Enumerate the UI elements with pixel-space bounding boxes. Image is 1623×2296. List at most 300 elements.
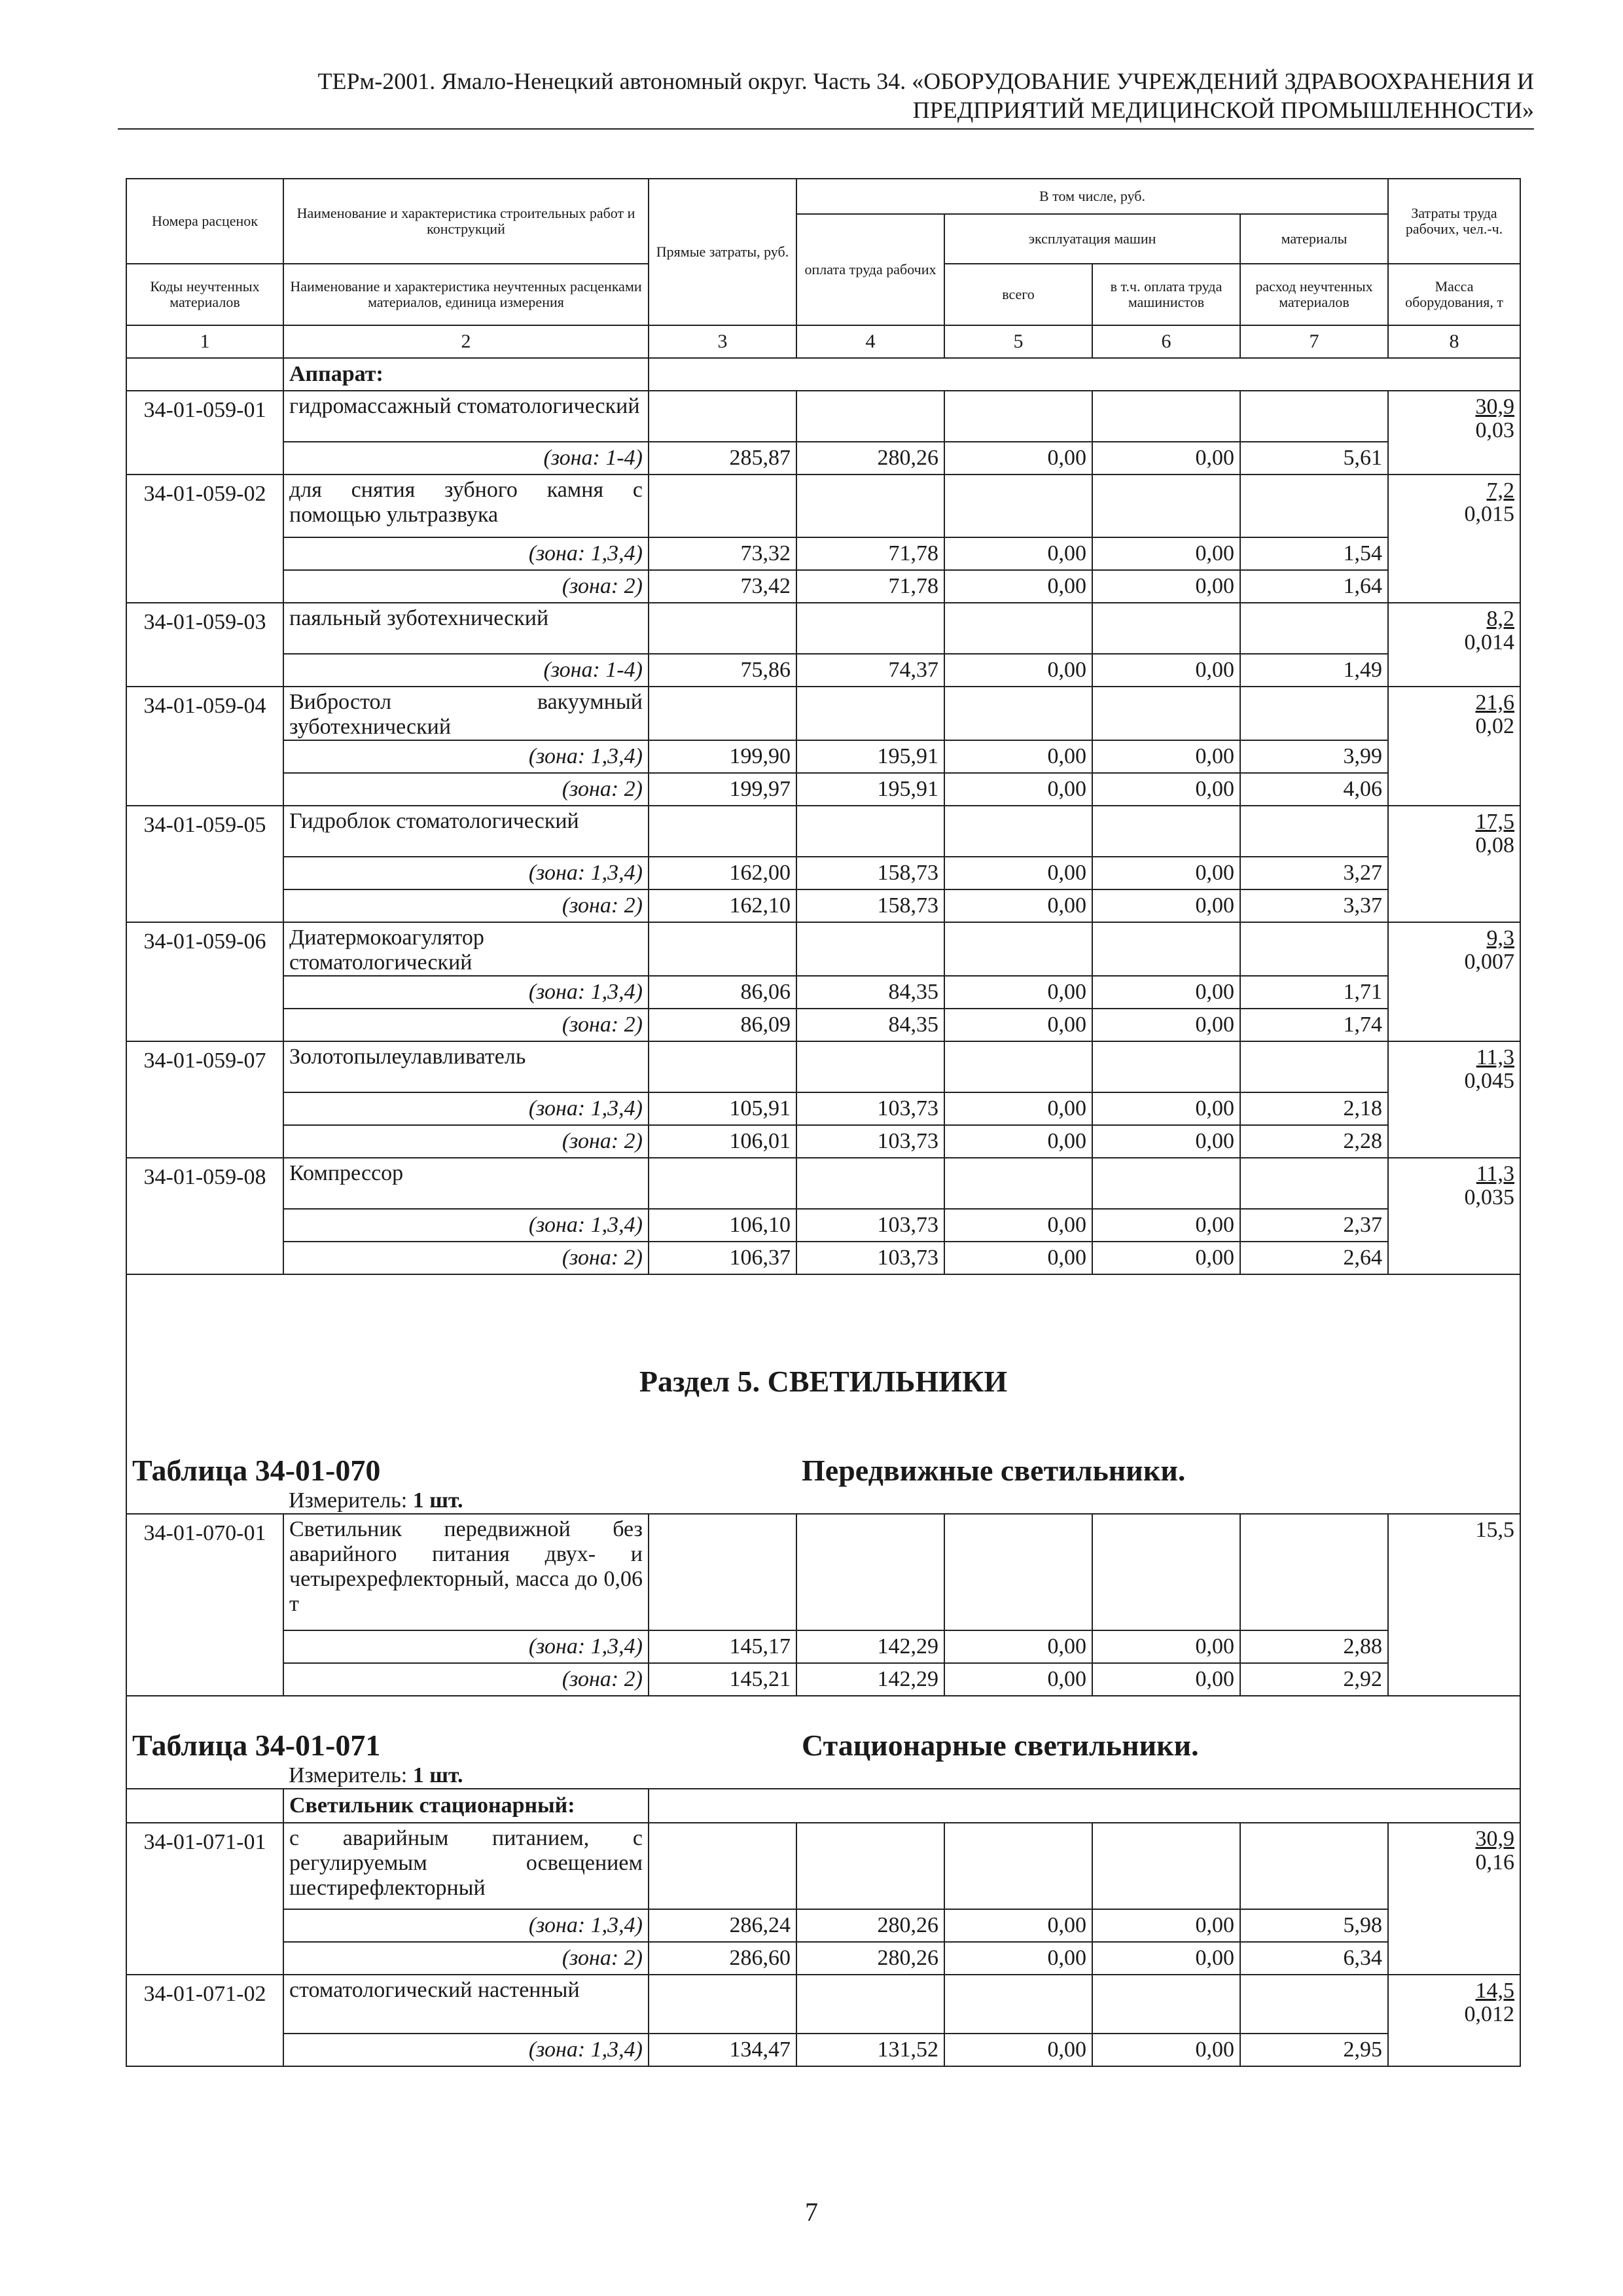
empty-cell — [1092, 391, 1240, 442]
column-number: 6 — [1092, 325, 1240, 358]
mass-per-unit: 0,16 — [1475, 1850, 1515, 1874]
measure-label: Измеритель: — [289, 1488, 408, 1513]
empty-cell — [1092, 1823, 1240, 1909]
header-machine-operation: эксплуатация машин — [944, 214, 1240, 264]
rate-name: для снятия зубного камня с помощью ультразвука — [283, 475, 649, 537]
machine-total: 0,00 — [944, 537, 1092, 570]
empty-cell — [649, 603, 796, 654]
table-title: Передвижные светильники. — [796, 1412, 1520, 1488]
empty-cell — [1092, 1041, 1240, 1092]
zone-row — [126, 1209, 1520, 1242]
rate-code: 34-01-059-01 — [126, 391, 283, 475]
zone-label: (зона: 2) — [283, 1942, 649, 1975]
equipment-mass — [1388, 687, 1520, 806]
zone-row — [126, 889, 1520, 922]
empty-cell — [649, 391, 796, 442]
rate-code: 34-01-059-04 — [126, 687, 283, 806]
empty-cell — [1240, 1975, 1388, 2034]
rate-code: 34-01-059-07 — [126, 1041, 283, 1158]
machine-total: 0,00 — [944, 1209, 1092, 1242]
equipment-mass — [1388, 1823, 1520, 1975]
group-title: Аппарат: — [283, 358, 649, 391]
direct-costs: 105,91 — [649, 1092, 796, 1125]
mass-per-unit: 0,015 — [1464, 502, 1515, 526]
mass-per-unit: 0,007 — [1464, 950, 1515, 974]
empty-cell — [126, 1763, 283, 1789]
rate-code: 34-01-059-06 — [126, 922, 283, 1041]
machinist-wages: 0,00 — [1092, 1663, 1240, 1696]
machinist-wages: 0,00 — [1092, 1209, 1240, 1242]
table-row — [126, 806, 1520, 857]
header-direct-costs: Прямые затраты, руб. — [649, 179, 796, 325]
empty-cell — [944, 391, 1092, 442]
empty-cell — [1092, 1514, 1240, 1630]
page-number: 7 — [805, 2197, 818, 2227]
mass-value: 17,5 — [1475, 810, 1515, 834]
wages: 103,73 — [796, 1242, 944, 1274]
zone-row — [126, 1630, 1520, 1663]
empty-cell — [944, 806, 1092, 857]
table-row — [126, 922, 1520, 976]
mass-per-unit: 0,014 — [1464, 630, 1515, 655]
zone-label: (зона: 1,3,4) — [283, 1209, 649, 1242]
materials: 2,64 — [1240, 1242, 1388, 1274]
direct-costs: 199,97 — [649, 773, 796, 806]
header-wages: оплата труда рабочих — [796, 214, 944, 325]
materials: 5,61 — [1240, 442, 1388, 475]
direct-costs: 145,21 — [649, 1663, 796, 1696]
table-row — [126, 1823, 1520, 1909]
rates-table — [126, 178, 1521, 2067]
measure-unit — [283, 1488, 1520, 1514]
wages: 158,73 — [796, 889, 944, 922]
zone-row — [126, 1125, 1520, 1158]
empty-cell — [126, 358, 283, 391]
zone-label: (зона: 2) — [283, 1125, 649, 1158]
table-row — [126, 475, 1520, 537]
wages: 142,29 — [796, 1663, 944, 1696]
empty-cell — [1092, 603, 1240, 654]
empty-cell — [1240, 1041, 1388, 1092]
table-row — [126, 1041, 1520, 1092]
header-including: В том числе, руб. — [796, 179, 1388, 214]
header-labor: Затраты труда рабочих, чел.-ч. — [1388, 179, 1520, 264]
rate-code: 34-01-059-05 — [126, 806, 283, 922]
heading-row — [126, 1696, 1520, 1763]
header-total: всего — [944, 264, 1092, 325]
rate-code: 34-01-070-01 — [126, 1514, 283, 1696]
direct-costs: 285,87 — [649, 442, 796, 475]
wages: 84,35 — [796, 976, 944, 1009]
measure-value: 1 шт. — [412, 1763, 463, 1787]
wages: 142,29 — [796, 1630, 944, 1663]
wages: 131,52 — [796, 2034, 944, 2066]
empty-cell — [126, 1789, 283, 1823]
empty-cell — [649, 922, 796, 976]
equipment-mass — [1388, 475, 1520, 603]
rate-code: 34-01-059-03 — [126, 603, 283, 687]
column-number: 1 — [126, 325, 283, 358]
empty-cell — [796, 1975, 944, 2034]
empty-cell — [796, 1041, 944, 1092]
empty-cell — [1240, 1158, 1388, 1209]
materials: 1,54 — [1240, 537, 1388, 570]
wages: 71,78 — [796, 570, 944, 603]
heading-row — [126, 1274, 1520, 1412]
measure-unit — [283, 1763, 1520, 1789]
equipment-mass — [1388, 1041, 1520, 1158]
empty-cell — [1092, 922, 1240, 976]
direct-costs: 73,42 — [649, 570, 796, 603]
zone-label: (зона: 1,3,4) — [283, 857, 649, 889]
mass-value: 8,2 — [1486, 607, 1515, 631]
rate-name: стоматологический настенный — [283, 1975, 649, 2034]
zone-label: (зона: 2) — [283, 570, 649, 603]
empty-cell — [944, 1158, 1092, 1209]
machine-total: 0,00 — [944, 2034, 1092, 2066]
header-machinist-wages: в т.ч. оплата труда машинистов — [1092, 264, 1240, 325]
zone-row — [126, 976, 1520, 1009]
machinist-wages: 0,00 — [1092, 1942, 1240, 1975]
table-number: Таблица 34-01-070 — [126, 1412, 796, 1488]
wages: 195,91 — [796, 740, 944, 773]
running-header — [118, 67, 1534, 124]
empty-cell — [1240, 475, 1388, 537]
measure-label: Измеритель: — [289, 1763, 408, 1787]
direct-costs: 145,17 — [649, 1630, 796, 1663]
column-number: 7 — [1240, 325, 1388, 358]
empty-cell — [649, 687, 796, 740]
section-title: Раздел 5. СВЕТИЛЬНИКИ — [126, 1274, 1520, 1412]
zone-row — [126, 442, 1520, 475]
empty-cell — [1092, 806, 1240, 857]
table-row — [126, 1514, 1520, 1630]
zone-row — [126, 1092, 1520, 1125]
materials: 3,99 — [1240, 740, 1388, 773]
direct-costs: 86,09 — [649, 1009, 796, 1041]
column-number: 3 — [649, 325, 796, 358]
mass-per-unit: 0,035 — [1464, 1185, 1515, 1210]
table-row — [126, 687, 1520, 740]
machinist-wages: 0,00 — [1092, 442, 1240, 475]
materials: 3,27 — [1240, 857, 1388, 889]
empty-cell — [796, 1823, 944, 1909]
zone-row — [126, 570, 1520, 603]
direct-costs: 134,47 — [649, 2034, 796, 2066]
empty-cell — [1092, 475, 1240, 537]
rate-name: гидромассажный стоматологический — [283, 391, 649, 442]
empty-cell — [944, 922, 1092, 976]
zone-row — [126, 654, 1520, 687]
equipment-mass: 15,5 — [1388, 1514, 1520, 1696]
machine-total: 0,00 — [944, 1942, 1092, 1975]
header-rate-numbers: Номера расценок — [126, 179, 283, 264]
wages: 280,26 — [796, 1909, 944, 1942]
empty-cell — [649, 1975, 796, 2034]
machinist-wages: 0,00 — [1092, 1909, 1240, 1942]
empty-cell — [649, 1789, 1520, 1823]
machine-total: 0,00 — [944, 773, 1092, 806]
direct-costs: 106,37 — [649, 1242, 796, 1274]
zone-label: (зона: 2) — [283, 773, 649, 806]
rate-name: Диатермокоагулятор стоматологический — [283, 922, 649, 976]
rate-code: 34-01-059-08 — [126, 1158, 283, 1274]
machinist-wages: 0,00 — [1092, 773, 1240, 806]
empty-cell — [944, 687, 1092, 740]
machinist-wages: 0,00 — [1092, 857, 1240, 889]
header-work-name: Наименование и характеристика строительных работ и конструкций — [283, 179, 649, 264]
mass-per-unit: 0,03 — [1475, 418, 1515, 442]
heading-row — [126, 1789, 1520, 1823]
direct-costs: 75,86 — [649, 654, 796, 687]
zone-label: (зона: 2) — [283, 889, 649, 922]
equipment-mass — [1388, 922, 1520, 1041]
materials: 2,28 — [1240, 1125, 1388, 1158]
empty-cell — [649, 1823, 796, 1909]
header-materials: материалы — [1240, 214, 1388, 264]
rate-name: Гидроблок стоматологический — [283, 806, 649, 857]
wages: 103,73 — [796, 1092, 944, 1125]
mass-per-unit: 0,045 — [1464, 1069, 1515, 1093]
empty-cell — [126, 1488, 283, 1514]
materials: 4,06 — [1240, 773, 1388, 806]
empty-cell — [944, 1823, 1092, 1909]
direct-costs: 162,10 — [649, 889, 796, 922]
empty-cell — [944, 475, 1092, 537]
wages: 103,73 — [796, 1125, 944, 1158]
machinist-wages: 0,00 — [1092, 1242, 1240, 1274]
direct-costs: 106,01 — [649, 1125, 796, 1158]
machine-total: 0,00 — [944, 1125, 1092, 1158]
empty-cell — [796, 922, 944, 976]
empty-cell — [1092, 687, 1240, 740]
machine-total: 0,00 — [944, 654, 1092, 687]
zone-label: (зона: 1,3,4) — [283, 537, 649, 570]
table-row — [126, 1158, 1520, 1209]
rate-name: паяльный зуботехнический — [283, 603, 649, 654]
header-equipment-mass: Масса оборудования, т — [1388, 264, 1520, 325]
empty-cell — [649, 806, 796, 857]
empty-cell — [1092, 1975, 1240, 2034]
wages: 195,91 — [796, 773, 944, 806]
equipment-mass — [1388, 1158, 1520, 1274]
machinist-wages: 0,00 — [1092, 654, 1240, 687]
zone-label: (зона: 1,3,4) — [283, 976, 649, 1009]
zone-row — [126, 1663, 1520, 1696]
materials: 1,74 — [1240, 1009, 1388, 1041]
heading-row — [126, 1412, 1520, 1488]
zone-label: (зона: 1,3,4) — [283, 1909, 649, 1942]
wages: 84,35 — [796, 1009, 944, 1041]
group-title: Светильник стационарный: — [283, 1789, 649, 1823]
empty-cell — [796, 687, 944, 740]
zone-row — [126, 537, 1520, 570]
wages: 103,73 — [796, 1209, 944, 1242]
direct-costs: 106,10 — [649, 1209, 796, 1242]
zone-row — [126, 1242, 1520, 1274]
zone-row — [126, 1009, 1520, 1041]
machinist-wages: 0,00 — [1092, 1125, 1240, 1158]
machinist-wages: 0,00 — [1092, 976, 1240, 1009]
direct-costs: 162,00 — [649, 857, 796, 889]
zone-row — [126, 740, 1520, 773]
empty-cell — [1092, 1158, 1240, 1209]
materials: 2,18 — [1240, 1092, 1388, 1125]
materials: 5,98 — [1240, 1909, 1388, 1942]
zone-row — [126, 773, 1520, 806]
materials: 2,92 — [1240, 1663, 1388, 1696]
machine-total: 0,00 — [944, 1630, 1092, 1663]
machinist-wages: 0,00 — [1092, 570, 1240, 603]
wages: 74,37 — [796, 654, 944, 687]
zone-label: (зона: 1-4) — [283, 654, 649, 687]
mass-value: 7,2 — [1486, 478, 1515, 503]
materials: 2,88 — [1240, 1630, 1388, 1663]
materials: 1,64 — [1240, 570, 1388, 603]
machine-total: 0,00 — [944, 1909, 1092, 1942]
machinist-wages: 0,00 — [1092, 2034, 1240, 2066]
empty-cell — [796, 391, 944, 442]
header-material-codes: Коды неучтенных материалов — [126, 264, 283, 325]
materials: 1,71 — [1240, 976, 1388, 1009]
header-rule — [118, 128, 1534, 130]
zone-label: (зона: 1,3,4) — [283, 740, 649, 773]
empty-cell — [649, 1041, 796, 1092]
zone-label: (зона: 1,3,4) — [283, 2034, 649, 2066]
empty-cell — [796, 603, 944, 654]
direct-costs: 86,06 — [649, 976, 796, 1009]
mass-value: 11,3 — [1476, 1162, 1515, 1186]
machine-total: 0,00 — [944, 976, 1092, 1009]
empty-cell — [796, 1158, 944, 1209]
mass-per-unit: 0,08 — [1475, 833, 1515, 857]
mass-per-unit: 0,012 — [1464, 2002, 1515, 2026]
column-number: 5 — [944, 325, 1092, 358]
machine-total: 0,00 — [944, 889, 1092, 922]
table-row — [126, 1975, 1520, 2034]
equipment-mass — [1388, 391, 1520, 475]
empty-cell — [796, 475, 944, 537]
machine-total: 0,00 — [944, 570, 1092, 603]
column-number: 2 — [283, 325, 649, 358]
machinist-wages: 0,00 — [1092, 740, 1240, 773]
header-line-1: ТЕРм-2001. Ямало-Ненецкий автономный округ. Часть 34. «ОБОРУДОВАНИЕ УЧРЕЖДЕНИЙ ЗДРАВООХРАНЕНИЯ И — [317, 68, 1534, 94]
zone-row — [126, 1942, 1520, 1975]
mass-value: 30,9 — [1475, 395, 1515, 419]
empty-cell — [944, 1975, 1092, 2034]
zone-row — [126, 1909, 1520, 1942]
empty-cell — [649, 1514, 796, 1630]
table-row — [126, 603, 1520, 654]
empty-cell — [796, 1514, 944, 1630]
machinist-wages: 0,00 — [1092, 1009, 1240, 1041]
header-material-names: Наименование и характеристика неучтенных расценками материалов, единица измерения — [283, 264, 649, 325]
empty-cell — [944, 603, 1092, 654]
header-line-2: ПРЕДПРИЯТИЙ МЕДИЦИНСКОЙ ПРОМЫШЛЕННОСТИ» — [912, 97, 1534, 123]
table-number: Таблица 34-01-071 — [126, 1696, 796, 1763]
empty-cell — [1240, 603, 1388, 654]
wages: 280,26 — [796, 442, 944, 475]
empty-cell — [796, 806, 944, 857]
zone-label: (зона: 1,3,4) — [283, 1092, 649, 1125]
machinist-wages: 0,00 — [1092, 889, 1240, 922]
rate-code: 34-01-071-01 — [126, 1823, 283, 1975]
empty-cell — [649, 1158, 796, 1209]
rate-name: Компрессор — [283, 1158, 649, 1209]
column-number: 8 — [1388, 325, 1520, 358]
machine-total: 0,00 — [944, 442, 1092, 475]
measure-value: 1 шт. — [412, 1488, 463, 1513]
rate-name: с аварийным питанием, с регулируемым освещением шестирефлекторный — [283, 1823, 649, 1909]
machine-total: 0,00 — [944, 1663, 1092, 1696]
machine-total: 0,00 — [944, 1009, 1092, 1041]
empty-cell — [1240, 1514, 1388, 1630]
rate-name: Светильник передвижной без аварийного питания двух- и четырехрефлекторный, масса до 0,06 т — [283, 1514, 649, 1630]
direct-costs: 199,90 — [649, 740, 796, 773]
materials: 2,37 — [1240, 1209, 1388, 1242]
zone-label: (зона: 1-4) — [283, 442, 649, 475]
wages: 158,73 — [796, 857, 944, 889]
materials: 6,34 — [1240, 1942, 1388, 1975]
empty-cell — [1240, 687, 1388, 740]
empty-cell — [649, 475, 796, 537]
zone-label: (зона: 2) — [283, 1663, 649, 1696]
materials: 3,37 — [1240, 889, 1388, 922]
mass-per-unit: 0,02 — [1475, 714, 1515, 738]
mass-value: 14,5 — [1475, 1979, 1515, 2003]
table-row — [126, 391, 1520, 442]
header-unaccounted-materials: расход неучтенных материалов — [1240, 264, 1388, 325]
rate-name: Золотопылеулавливатель — [283, 1041, 649, 1092]
equipment-mass — [1388, 1975, 1520, 2066]
machine-total: 0,00 — [944, 857, 1092, 889]
materials: 2,95 — [1240, 2034, 1388, 2066]
equipment-mass — [1388, 603, 1520, 687]
materials: 1,49 — [1240, 654, 1388, 687]
rate-code: 34-01-071-02 — [126, 1975, 283, 2066]
wages: 280,26 — [796, 1942, 944, 1975]
heading-row — [126, 1488, 1520, 1514]
empty-cell — [944, 1041, 1092, 1092]
machine-total: 0,00 — [944, 1242, 1092, 1274]
rate-code: 34-01-059-02 — [126, 475, 283, 603]
machinist-wages: 0,00 — [1092, 1630, 1240, 1663]
zone-label: (зона: 2) — [283, 1242, 649, 1274]
empty-cell — [1240, 922, 1388, 976]
machine-total: 0,00 — [944, 740, 1092, 773]
direct-costs: 286,60 — [649, 1942, 796, 1975]
column-number: 4 — [796, 325, 944, 358]
table-title: Стационарные светильники. — [796, 1696, 1520, 1763]
zone-label: (зона: 1,3,4) — [283, 1630, 649, 1663]
equipment-mass — [1388, 806, 1520, 922]
mass-value: 30,9 — [1475, 1827, 1515, 1851]
mass-value: 11,3 — [1476, 1045, 1515, 1069]
machinist-wages: 0,00 — [1092, 1092, 1240, 1125]
empty-cell — [649, 358, 1520, 391]
empty-cell — [944, 1514, 1092, 1630]
direct-costs: 286,24 — [649, 1909, 796, 1942]
zone-row — [126, 857, 1520, 889]
direct-costs: 73,32 — [649, 537, 796, 570]
heading-row — [126, 1763, 1520, 1789]
rate-name: Вибростол вакуумный зуботехнический — [283, 687, 649, 740]
empty-cell — [1240, 391, 1388, 442]
machine-total: 0,00 — [944, 1092, 1092, 1125]
mass-value: 9,3 — [1486, 926, 1515, 950]
zone-label: (зона: 2) — [283, 1009, 649, 1041]
zone-row — [126, 2034, 1520, 2066]
